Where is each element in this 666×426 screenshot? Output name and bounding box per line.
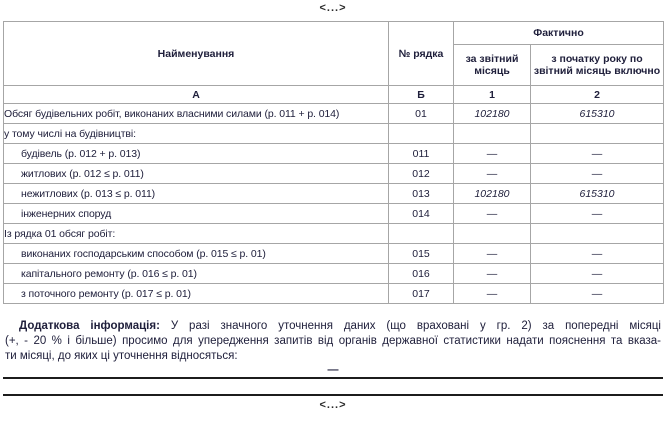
table-row: [4, 144, 664, 164]
col-header-fact-month: за звітний місяць: [454, 45, 531, 86]
table-row: [4, 164, 664, 184]
truncation-marker-bottom: <...>: [319, 399, 347, 411]
table-row: [4, 284, 664, 304]
truncation-marker-top: <...>: [319, 2, 347, 14]
col-header-name: Найменування: [4, 22, 389, 86]
row-label: виконаних господарським способом (р. 015 ≤ р. 01): [4, 244, 389, 264]
value-ytd: —: [531, 164, 664, 184]
row-label: житлових (р. 012 ≤ р. 011): [4, 164, 389, 184]
table-row: [4, 204, 664, 224]
value-ytd: —: [531, 264, 664, 284]
note-line-3: ти місяці, до яких ці уточнення відносяться:: [5, 350, 238, 362]
explanation-blank-field-2[interactable]: [3, 379, 663, 396]
value-ytd: —: [531, 284, 664, 304]
row-code: 015: [389, 244, 454, 264]
value-month: —: [454, 204, 531, 224]
note-line-2: (+, - 20 % і більше) просимо для упередження запитів від органів державної статистики надати пояснення та вказа-: [5, 335, 661, 347]
value-month: —: [454, 284, 531, 304]
statistics-table: [3, 21, 664, 304]
row-label: будівель (р. 012 + р. 013): [4, 144, 389, 164]
table-row: [4, 264, 664, 284]
col-header-fact-ytd: з початку року по звітний місяць включно: [531, 45, 664, 86]
table-row: [4, 184, 664, 204]
note-line-1: [5, 319, 661, 334]
row-code: 016: [389, 264, 454, 284]
table-row-group: [4, 124, 664, 144]
table-row-group: [4, 224, 664, 244]
value-ytd: [531, 124, 664, 144]
row-code: [389, 224, 454, 244]
table-row: [4, 244, 664, 264]
row-code: 014: [389, 204, 454, 224]
row-label: інженерних споруд: [4, 204, 389, 224]
value-month: 102180: [454, 184, 531, 204]
row-label: нежитлових (р. 013 ≤ р. 011): [4, 184, 389, 204]
row-label: капітального ремонту (р. 016 ≤ р. 01): [4, 264, 389, 284]
value-month: 102180: [454, 104, 531, 124]
col-header-fact: Фактично: [454, 22, 664, 45]
explanation-blank-field[interactable]: —: [3, 364, 663, 379]
row-label: Обсяг будівельних робіт, виконаних власними силами (р. 011 + р. 014): [4, 104, 389, 124]
note-text-1: У разі значного уточнення даних (що враховані у гр. 2) за попередні місяці: [170, 320, 661, 332]
note-label: Додаткова інформація:: [19, 320, 160, 332]
value-month: [454, 124, 531, 144]
value-ytd: [531, 224, 664, 244]
value-ytd: 615310: [531, 184, 664, 204]
value-month: —: [454, 164, 531, 184]
value-ytd: —: [531, 244, 664, 264]
additional-info-note: [5, 319, 661, 364]
row-label: у тому числі на будівництві:: [4, 124, 389, 144]
col-letter-2: 2: [531, 86, 664, 104]
row-code: 012: [389, 164, 454, 184]
row-code: 013: [389, 184, 454, 204]
table-row: [4, 104, 664, 124]
row-label: Із рядка 01 обсяг робіт:: [4, 224, 389, 244]
value-ytd: —: [531, 204, 664, 224]
value-ytd: —: [531, 144, 664, 164]
row-code: 011: [389, 144, 454, 164]
row-code: [389, 124, 454, 144]
value-month: —: [454, 144, 531, 164]
row-code: 017: [389, 284, 454, 304]
col-letter-a: А: [4, 86, 389, 104]
col-letter-1: 1: [454, 86, 531, 104]
col-header-row-no: № рядка: [389, 22, 454, 86]
value-month: —: [454, 264, 531, 284]
row-code: 01: [389, 104, 454, 124]
value-month: —: [454, 244, 531, 264]
row-label: з поточного ремонту (р. 017 ≤ р. 01): [4, 284, 389, 304]
value-ytd: 615310: [531, 104, 664, 124]
value-month: [454, 224, 531, 244]
col-letter-b: Б: [389, 86, 454, 104]
